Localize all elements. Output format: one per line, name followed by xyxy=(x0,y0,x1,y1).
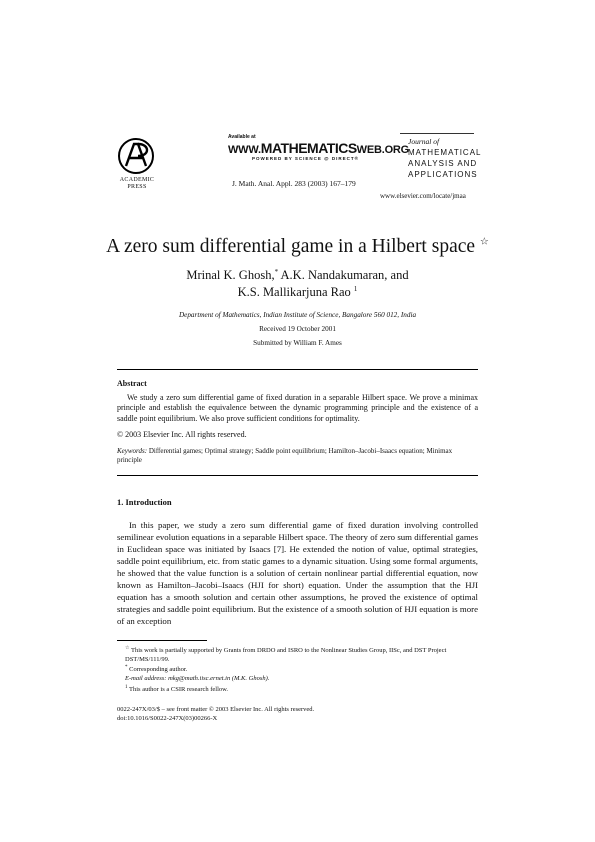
front-matter-info xyxy=(117,706,314,723)
title-footnote-mark[interactable]: ☆ xyxy=(479,236,489,248)
journal-logo-line: APPLICATIONS xyxy=(408,170,478,179)
journal-logo-line: ANALYSIS AND xyxy=(408,159,478,168)
footnote-divider xyxy=(117,640,207,641)
submitted-by: Submitted by William F. Ames xyxy=(253,339,342,347)
abstract-copyright: © 2003 Elsevier Inc. All rights reserved. xyxy=(117,430,247,439)
affiliation: Department of Mathematics, Indian Institute of Science, Bangalore 560 012, India xyxy=(178,311,417,319)
keywords xyxy=(117,447,478,465)
corresponding-author-mark[interactable]: * xyxy=(274,268,279,276)
publisher-logo-text: ACADEMIC PRESS xyxy=(119,177,155,190)
journal-url-link[interactable]: www.elsevier.com/locate/jmaa xyxy=(380,192,466,200)
academic-press-logo xyxy=(116,136,156,176)
available-at-label: Available at xyxy=(228,134,256,140)
keywords-text: Differential games; Optimal strategy; Saddle point equilibrium; Hamilton–Jacobi–Isaacs equation; Minimax principle xyxy=(117,447,453,464)
divider xyxy=(117,369,478,370)
section-heading: 1. Introduction xyxy=(117,497,172,507)
doi-link[interactable]: doi:10.1016/S0022-247X(03)00266-X xyxy=(117,714,218,722)
section-body: In this paper, we study a zero sum differential game of fixed duration involving controlled semilinear evolution equations in a separable Hilbert space. The theory of zero sum differential games in Euclidean space was initiated by Isaacs [7]. He extended the notion of value, optimal strategies, saddle point equilibrium, etc. from static games to a dynamic situation. Using some formal arguments, he showed that the value function is a solution of certain nonlinear partial differential equation, now known as Hamilton–Jacobi–Isaacs (HJI for short) equation. Under the assumption that the HJI equation has a smooth solution and certain other assumptions, he proved the existence of optimal strategies and saddle point equilibrium. But the existence of a smooth solution of HJI equation is more of an exception xyxy=(117,520,478,626)
author-footnote-mark[interactable]: 1 xyxy=(353,285,358,293)
footnote: * Corresponding author. xyxy=(125,665,188,674)
keywords-label: Keywords: xyxy=(117,447,148,455)
mathematicsweb-logo[interactable]: WWW.MATHEMATICSWEB.ORG xyxy=(228,140,410,156)
journal-reference: J. Math. Anal. Appl. 283 (2003) 167–179 xyxy=(232,179,356,188)
abstract-heading: Abstract xyxy=(117,379,147,388)
authors-line-1: Mrinal K. Ghosh,* A.K. Nandakumaran, and xyxy=(186,268,409,283)
issn-line: 0022-247X/03/$ – see front matter © 2003 Elsevier Inc. All rights reserved. xyxy=(117,706,315,713)
journal-logo-line: Journal of xyxy=(408,137,440,146)
footnote: ☆ This work is partially supported by Grants from DRDO and ISRO to the Nonlinear Studies Group, IISc, and DST Project DST/MS/111/99. xyxy=(125,646,447,663)
received-date: Received 19 October 2001 xyxy=(259,325,336,333)
powered-by-sciencedirect: POWERED BY SCIENCE @ DIRECT® xyxy=(252,156,359,161)
authors-line-2: K.S. Mallikarjuna Rao $^1$ xyxy=(237,285,358,300)
divider xyxy=(117,475,478,476)
footnote: $^1$ This author is a CSIR research fellow. xyxy=(125,684,229,693)
journal-logo-line: MATHEMATICAL xyxy=(408,148,482,157)
footnote: E-mail address: mkg@math.iisc.ernet.in (M.K. Ghosh). xyxy=(125,675,270,683)
abstract-body: We study a zero sum differential game of fixed duration in a separable Hilbert space. We prove a minimax principle and establish the equivalence between the dynamic programming principle and the existence of a saddle point equilibrium. We also prove sufficient conditions for optimality. xyxy=(117,393,478,423)
footnotes xyxy=(117,645,478,694)
paper-title: A zero sum differential game in a Hilbert space ☆ xyxy=(106,236,489,257)
